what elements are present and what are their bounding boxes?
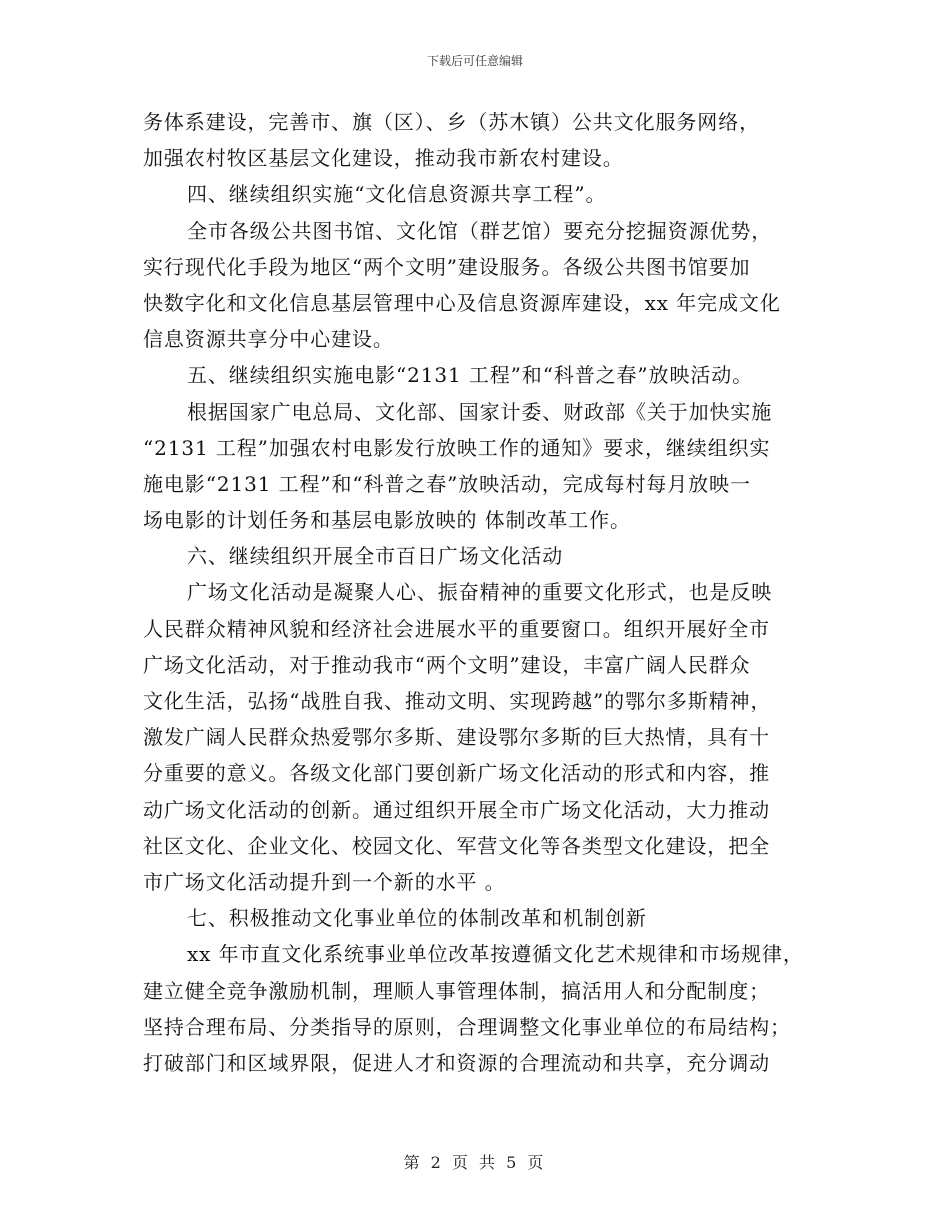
text-line: 根据国家广电总局、文化部、国家计委、财政部《关于加快实施 bbox=[187, 399, 773, 424]
text-line: 务体系建设，完善市、旗（区）、乡（苏木镇）公共文化服务网络， bbox=[143, 110, 760, 134]
text-line: 加强农村牧区基层文化建设，推动我市新农村建设。 bbox=[143, 146, 624, 171]
text-line: xx 年市直文化系统事业单位改革按遵循文化艺术规律和市场规律， bbox=[187, 942, 804, 967]
text-line: 四、继续组织实施“文化信息资源共享工程”。 bbox=[187, 182, 607, 207]
text-line: 七、积极推动文化事业单位的体制改革和机制创新 bbox=[187, 906, 647, 931]
text-line: 快数字化和文化信息基层管理中心及信息资源库建设，xx 年完成文化 bbox=[143, 290, 781, 315]
text-line: 市广场文化活动提升到一个新的水平 。 bbox=[143, 869, 506, 894]
text-line: 六、继续组织开展全市百日广场文化活动 bbox=[187, 544, 564, 569]
text-line: 分重要的意义。各级文化部门要创新广场文化活动的形式和内容，推 bbox=[143, 761, 770, 786]
document-body bbox=[143, 104, 811, 1081]
text-line: 打破部门和区域界限，促进人才和资源的合理流动和共享，充分调动 bbox=[143, 1050, 770, 1075]
text-line: 五、继续组织实施电影“2131 工程”和“科普之春”放映活动。 bbox=[187, 363, 754, 388]
text-line: 全市各级公共图书馆、文化馆（群艺馆）要充分挖掘资源优势， bbox=[187, 218, 773, 243]
text-line: 坚持合理布局、分类指导的原则，合理调整文化事业单位的布局结构； bbox=[143, 1014, 791, 1039]
text-line: 人民群众精神风貌和经济社会进展水平的重要窗口。组织开展好全市 bbox=[143, 616, 770, 641]
text-line: 文化生活，弘扬“战胜自我、推动文明、实现跨越”的鄂尔多斯精神， bbox=[143, 689, 772, 713]
text-line: “2131 工程”加强农村电影发行放映工作的通知》要求，继续组织实 bbox=[143, 435, 771, 460]
text-line: 信息资源共享分中心建设。 bbox=[143, 327, 394, 352]
page-number: 第 2 页 共 5 页 bbox=[403, 1153, 547, 1172]
text-line: 广场文化活动，对于推动我市“两个文明”建设，丰富广阔人民群众 bbox=[143, 652, 751, 677]
text-line: 场电影的计划任务和基层电影放映的 体制改革工作。 bbox=[143, 508, 631, 533]
text-line: 广场文化活动是凝聚人心、振奋精神的重要文化形式，也是反映 bbox=[187, 580, 773, 605]
page-header-note: 下载后可任意编辑 bbox=[426, 54, 523, 68]
text-line: 建立健全竞争激励机制，理顺人事管理体制，搞活用人和分配制度； bbox=[143, 978, 770, 1003]
text-line: 实行现代化手段为地区“两个文明”建设服务。各级公共图书馆要加 bbox=[143, 254, 751, 279]
text-line: 施电影“2131 工程”和“科普之春”放映活动，完成每村每月放映一 bbox=[143, 471, 751, 496]
text-line: 动广场文化活动的创新。通过组织开展全市广场文化活动，大力推动 bbox=[143, 797, 770, 822]
text-line: 激发广阔人民群众热爱鄂尔多斯、建设鄂尔多斯的巨大热情，具有十 bbox=[143, 725, 770, 750]
text-line: 社区文化、企业文化、校园文化、军营文化等各类型文化建设，把全 bbox=[143, 833, 770, 858]
